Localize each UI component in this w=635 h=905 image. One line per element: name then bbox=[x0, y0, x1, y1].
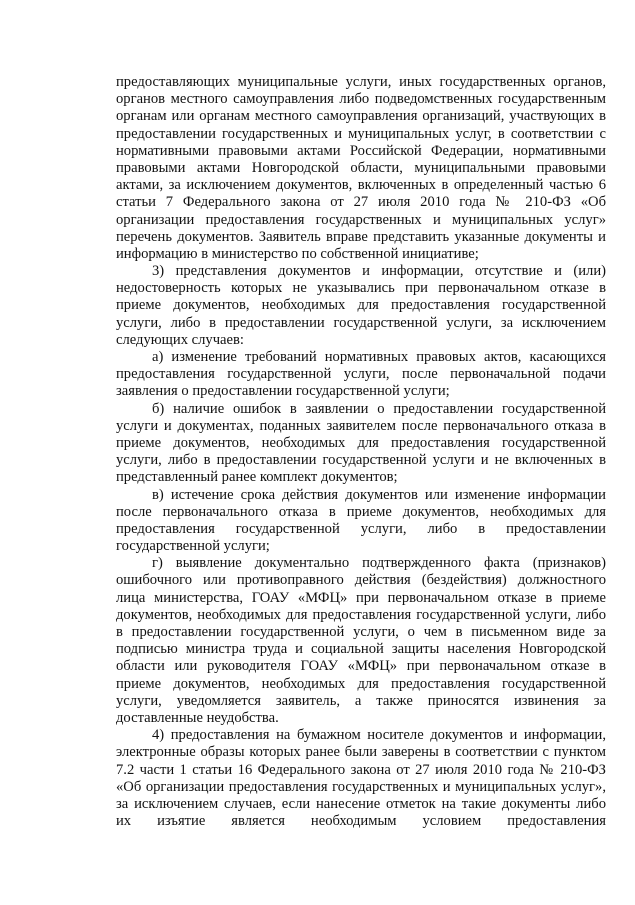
text-line: в предоставлении государственной услуги, о чем в письменном виде за bbox=[116, 624, 606, 640]
text-line: подписью министра труда и социальной защиты населения Новгородской bbox=[116, 641, 606, 658]
text-line: «Об организации предоставления государственных и муниципальных услуг», bbox=[116, 778, 606, 795]
text-line: области или руководителя ГОАУ «МФЦ» при первоначальном отказе в bbox=[116, 658, 606, 675]
text-line: доставленные неудобства. bbox=[116, 709, 279, 726]
text-line: электронные образы которых ранее были заверены в соответствии с пунктом bbox=[116, 744, 606, 761]
text-line: информацию в министерство по собственной инициативе; bbox=[116, 245, 479, 262]
text-line: их изъятие является необходимым условием предоставления bbox=[116, 813, 606, 830]
text-line: организации предоставления государственных и муниципальных услуг» bbox=[116, 211, 606, 228]
text-line: лица министерства, ГОАУ «МФЦ» при первоначальном отказе в приеме bbox=[116, 589, 606, 606]
text-line: государственной услуги; bbox=[116, 538, 270, 555]
text-line: заявления о предоставлении государственной услуги; bbox=[116, 383, 450, 400]
text-line: г) выявление документально подтвержденного факта (признаков) bbox=[152, 555, 606, 572]
text-line: представленный ранее комплект документов; bbox=[116, 469, 398, 486]
text-line: а) изменение требований нормативных правовых актов, касающихся bbox=[152, 349, 606, 365]
text-line: приеме документов, необходимых для предоставления государственной bbox=[116, 297, 606, 314]
text-line: предоставляющих муниципальные услуги, иных государственных органов, bbox=[116, 74, 606, 90]
text-line: предоставления государственной услуги, после первоначальной подачи bbox=[116, 366, 606, 383]
text-line: приеме документов, необходимых для предоставления государственной bbox=[116, 675, 606, 692]
text-line: правовыми актами Новгородской области, муниципальными правовыми bbox=[116, 159, 606, 176]
text-line: б) наличие ошибок в заявлении о предоставлении государственной bbox=[152, 400, 606, 417]
text-line: 4) предоставления на бумажном носителе документов и информации, bbox=[152, 727, 606, 744]
text-line: органов местного самоуправления либо подведомственных государственным bbox=[116, 91, 606, 108]
text-line: после первоначального отказа в приеме документов, необходимых для bbox=[116, 503, 606, 520]
text-line: ошибочного или противоправного действия (бездействия) должностного bbox=[116, 572, 606, 589]
text-line: документов, необходимых для предоставления государственной услуги, либо bbox=[116, 606, 606, 623]
text-line: недостоверность которых не указывались при первоначальном отказе в bbox=[116, 280, 606, 297]
text-line: органам или органам местного самоуправления организаций, участвующих в bbox=[116, 108, 606, 125]
text-line: следующих случаев: bbox=[116, 331, 244, 348]
text-line: предоставлении государственных и муниципальных услуг, в соответствии с bbox=[116, 125, 606, 142]
text-line: услуги и документах, поданных заявителем после первоначального отказа в bbox=[116, 417, 606, 434]
text-line: предоставления государственной услуги, либо в предоставлении bbox=[116, 520, 606, 537]
text-line: статьи 7 Федерального закона от 27 июля 2010 года № 210-ФЗ «Об bbox=[116, 194, 606, 211]
text-line: 7.2 части 1 статьи 16 Федерального закона от 27 июля 2010 года № 210-ФЗ bbox=[116, 761, 606, 778]
text-line: услуги, уведомляется заявитель, а также приносятся извинения за bbox=[116, 692, 606, 709]
text-line: 3) представления документов и информации, отсутствие и (или) bbox=[152, 263, 606, 280]
text-line: нормативными правовыми актами Российской Федерации, нормативными bbox=[116, 142, 606, 159]
text-line: перечень документов. Заявитель вправе представить указанные документы и bbox=[116, 228, 606, 245]
text-line: приеме документов, необходимых для предоставления государственной bbox=[116, 434, 606, 451]
text-line: услуги, либо в предоставлении государственной услуги, за исключением bbox=[116, 314, 606, 331]
text-line: услуги, либо в предоставлении государственной услуги и не включенных в bbox=[116, 452, 606, 469]
document-body-text bbox=[116, 74, 606, 830]
text-line: в) истечение срока действия документов или изменение информации bbox=[152, 486, 606, 503]
text-line: актами, за исключением документов, включенных в определенный частью 6 bbox=[116, 177, 606, 194]
text-line: за исключением случаев, если нанесение отметок на такие документы либо bbox=[116, 795, 606, 812]
